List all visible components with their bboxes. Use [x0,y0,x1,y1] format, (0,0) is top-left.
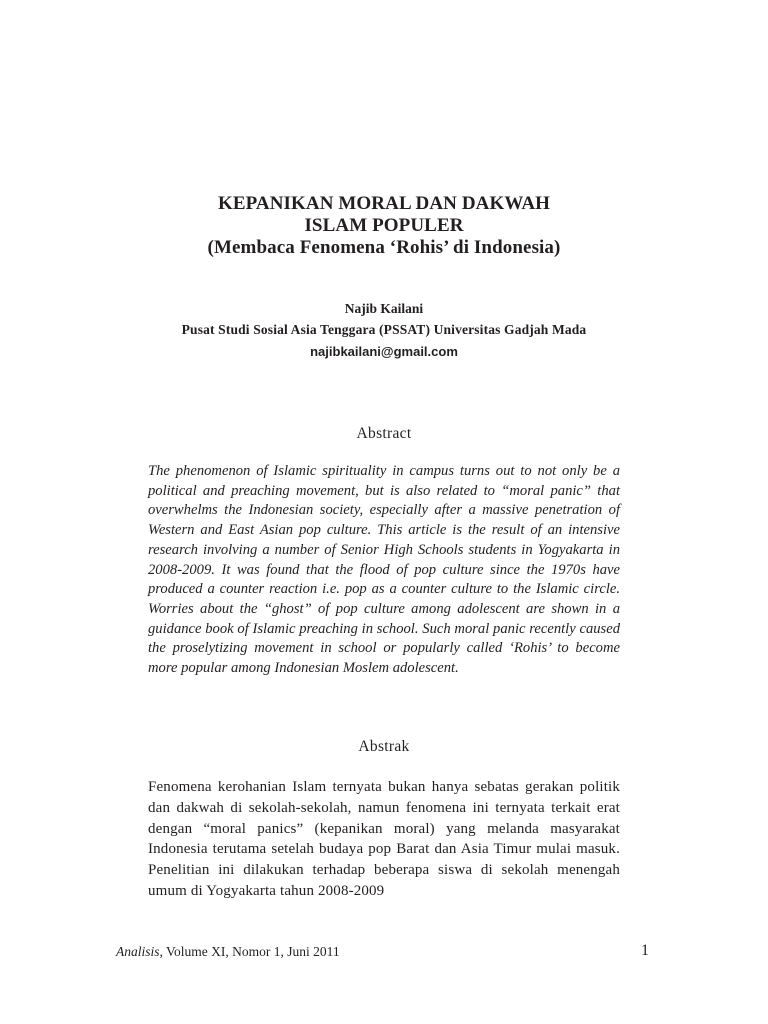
abstract-text: The phenomenon of Islamic spirituality in campus turns out to not only be a political and preaching movement, but is also related to “moral panic” that overwhelms the Indonesian society, especially after a massive penetration of Western and East Asian pop culture. This article is the result of an intensive research involving a number of Senior High Schools students in Yogyakarta in 2008-2009. It was found that the flood of pop culture since the 1970s have produced a counter reaction i.e. pop as a counter culture to the Islamic circle. Worries about the “ghost” of pop culture among adolescent are shown in a guidance book of Islamic preaching in school. Such moral panic recently caused the proselytizing movement in school or popularly called ‘Rohis’ to become more popular among Indonesian Moslem adolescent. [148,463,620,677]
abstrak-text: Fenomena kerohanian Islam ternyata bukan hanya sebatas gerakan politik dan dakwah di sekolah-sekolah, namun fenomena ini ternyata terkait erat dengan “moral panics” (kepanikan moral) yang melanda masyarakat Indonesia terutama setelah budaya pop Barat dan Asia Timur mulai masuk. Penelitian ini dilakukan terhadap beberapa siswa di sekolah menengah umum di Yogyakarta tahun 2008-2009 [148,779,620,899]
author-affiliation: Pusat Studi Sosial Asia Tenggara (PSSAT) Universitas Gadjah Mada [181,322,587,337]
page-footer [116,944,340,960]
abstrak-heading: Abstrak [358,738,410,755]
journal-name: Analisis, [116,944,163,959]
author-name: Najib Kailani [344,301,424,316]
subtitle: (Membaca Fenomena ‘Rohis’ di Indonesia) [207,237,561,258]
title-line-1: KEPANIKAN MORAL DAN DAKWAH [217,193,551,214]
title-line-2: ISLAM POPULER [304,215,464,236]
abstract-heading: Abstract [356,425,412,442]
author-email: najibkailani@gmail.com [310,344,458,359]
author-block [0,299,768,363]
page-number: 1 [641,942,649,959]
journal-volume: Volume XI, Nomor 1, Juni 2011 [166,944,340,959]
paper-title [0,193,768,259]
